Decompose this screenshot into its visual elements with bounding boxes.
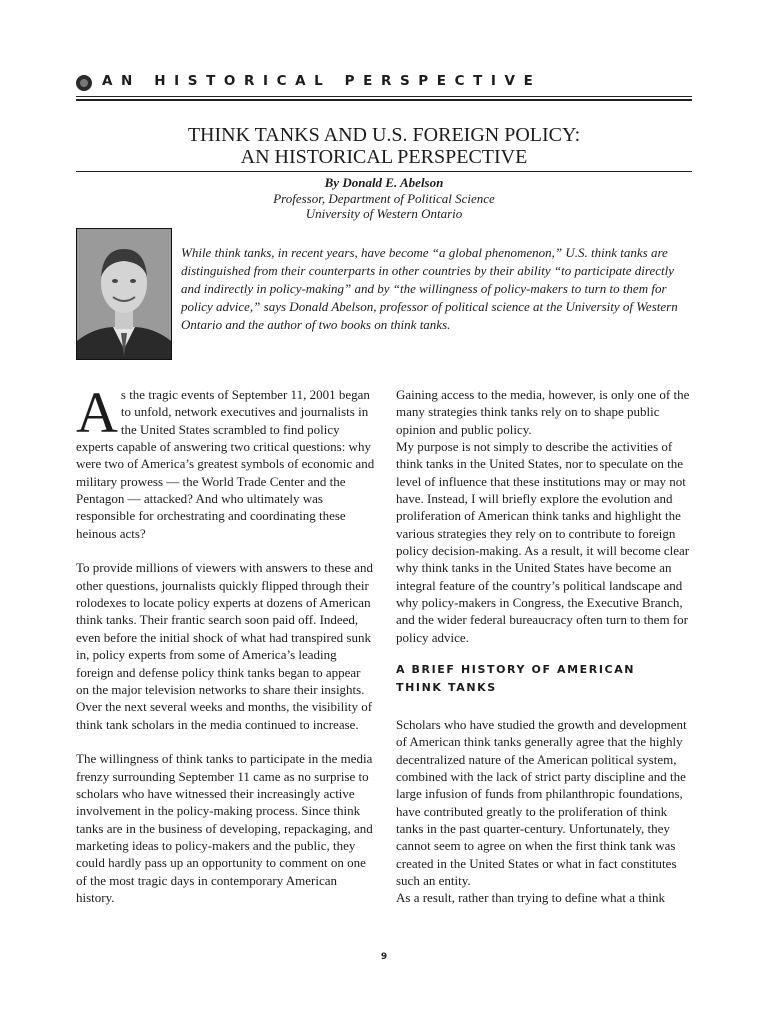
byline [76,175,692,222]
article-title [76,124,692,168]
section-label: AN HISTORICAL PERSPECTIVE [102,73,542,89]
header-rule-thick [76,99,692,101]
header-rule-thin [76,96,692,97]
author-affiliation-title: Professor, Department of Political Science [273,190,495,206]
paragraph-6: Scholars who have studied the growth and development of American think tanks generally agree that the highly decentralized nature of the American political system, combined with the lack of strict party discipline and the large infusion of funds from philanthropic foundations, have contributed greatly to the proliferation of think tanks in the past quarter-century. Unfortunately, they cannot seem to agree on when the first think tank was created in the United States or what in fact constitutes such an entity. [396,716,687,889]
paragraph-1 [76,380,376,542]
author-portrait [76,228,172,360]
body-column-right [396,386,694,907]
title-line-1: THINK TANKS AND U.S. FOREIGN POLICY: [187,124,581,146]
subheading-line-2: THINK TANKS [396,680,497,694]
bullet-icon [76,75,92,91]
paragraph-7: As a result, rather than trying to define what a think [396,890,665,906]
page-number: 9 [380,952,388,962]
portrait-illustration [77,229,171,359]
paragraph-3: The willingness of think tanks to participate in the media frenzy surrounding September 11 came as no surprise to scholars who have witnessed their increasingly active involvement in the policy-making process. Since think tanks are in the business of developing, repackaging, and marketing ideas to policy-makers and the public, they could hardly pass up an opportunity to comment on one of the most tragic days in contemporary American history. [76,751,373,905]
author-name: By Donald E. Abelson [324,175,444,190]
subheading-line-1: A BRIEF HISTORY OF AMERICAN [396,663,636,677]
author-affiliation-institution: University of Western Ontario [305,206,463,221]
drop-cap: A [76,380,118,445]
paragraph-1-text: s the tragic events of September 11, 2001 began to unfold, network executives and journalists in the United States scrambled to find policy experts capable of answering two critical questions: why were two of America’s greatest symbols of economic and military prowess — the World Trade Center and the Pentagon — attacked? And who ultimately was responsible for orchestrating and coordinating these heinous acts? [76,387,375,541]
paragraph-2: To provide millions of viewers with answers to these and other questions, journalists quickly flipped through their rolodexes to locate policy experts at dozens of American think tanks. Their frantic search soon paid off. Indeed, even before the initial shock of what had transpired sunk in, policy experts from some of America’s leading foreign and defense policy think tanks began to appear on the major television networks to share their insights. Over the next several weeks and months, the visibility of think tank scholars in the media continued to increase. [76,560,373,732]
section-subheading [396,661,694,696]
title-rule [76,171,692,172]
section-header [76,72,696,94]
intro-paragraph: While think tanks, in recent years, have become “a global phenomenon,” U.S. think tanks are distinguished from their counterparts in other countries by their ability “to participate directly and indirectly in policy-making” and by “the willingness of policy-makers to turn to them for policy advice,” says Donald Abelson, professor of political science at the University of Western Ontario and the author of two books on think tanks. [181,245,678,332]
paragraph-5: My purpose is not simply to describe the activities of think tanks in the United States, nor to speculate on the level of influence that these institutions may or may not have. Instead, I will briefly explore the evolution and proliferation of American think tanks and highlight the various strategies they rely on to contribute to foreign policy decision-making. As a result, it will become clear why think tanks in the United States have become an integral feature of the country’s political landscape and why policy-makers in Congress, the Executive Branch, and the wider federal bureaucracy often turn to them for policy advice. [396,439,690,645]
body-column-left [76,380,376,906]
title-line-2: AN HISTORICAL PERSPECTIVE [240,146,528,168]
paragraph-4: Gaining access to the media, however, is only one of the many strategies think tanks rely on to shape public opinion and public policy. [396,387,690,437]
